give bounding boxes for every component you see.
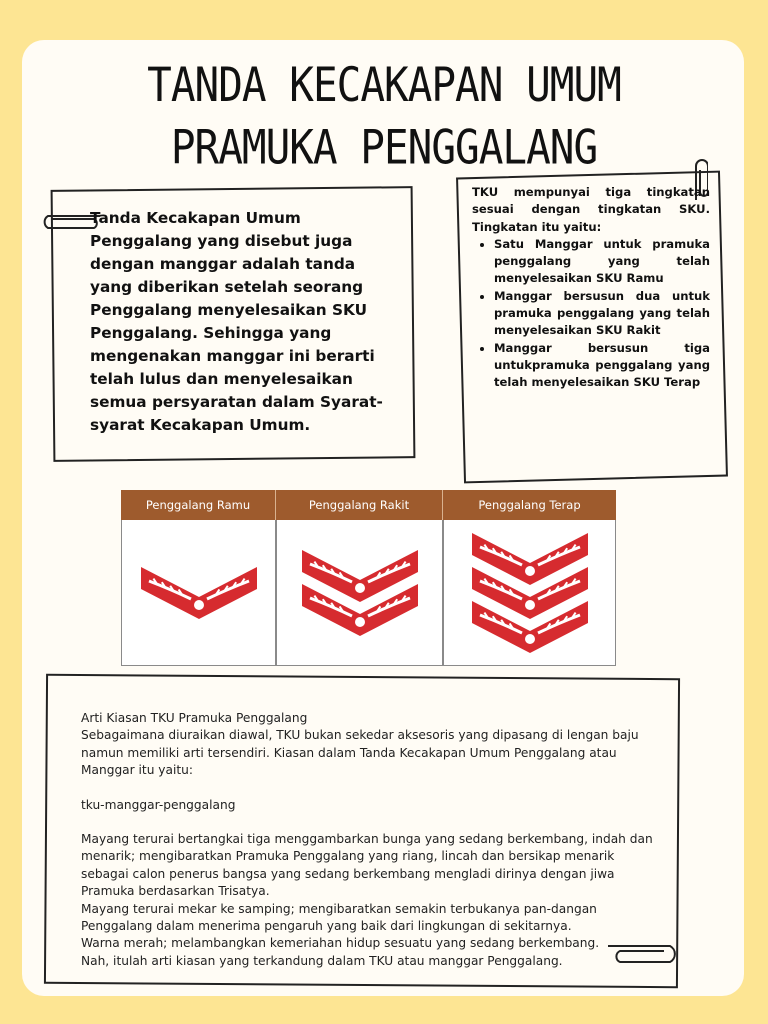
- title-line-2: PRAMUKA PENGGALANG: [170, 119, 598, 175]
- table-header-ramu: Penggalang Ramu: [121, 490, 276, 520]
- levels-list: [472, 236, 710, 392]
- meaning-heading: Arti Kiasan TKU Pramuka Penggalang: [81, 711, 308, 725]
- badge-cell-rakit: [276, 520, 443, 666]
- levels-intro: TKU mempunyai tiga tingkatan sesuai dengan tingkatan SKU. Tingkatan itu yaitu:: [472, 185, 710, 234]
- badge-table: [121, 490, 616, 665]
- meaning-para-3: Mayang terurai mekar ke samping; mengibaratkan semakin terbukanya pan-dangan Penggalang dalam menerima pengaruh yang baik dari lingkungan di sekitarnya.: [81, 901, 597, 934]
- list-item: • Manggar bersusun dua untuk pramuka penggalang yang telah menyelesaikan SKU Rakit: [494, 288, 710, 340]
- meaning-para-1: Sebagaimana diuraikan diawal, TKU bukan sekedar aksesoris yang dipasang di lengan baju namun memiliki arti tersendiri. Kiasan dalam Tanda Kecakapan Umum Penggalang atau Manggar itu yaitu:: [81, 728, 639, 778]
- list-item: • Manggar bersusun tiga untukpramuka penggalang yang telah menyelesaikan SKU Terap: [494, 340, 710, 392]
- meaning-image-alt: tku-manggar-penggalang: [81, 797, 236, 812]
- intro-text: Tanda Kecakapan Umum Penggalang yang disebut juga dengan manggar adalah tanda yang diberikan setelah seorang Penggalang menyelesaikan SKU Penggalang. Sehingga yang mengenakan manggar ini berarti telah lulus dan menyelesaikan semua persyaratan dalam Syarat-syarat Kecakapan Umum.: [90, 209, 383, 434]
- meaning-para-5: Nah, itulah arti kiasan yang terkandung dalam TKU atau manggar Penggalang.: [81, 953, 563, 968]
- table-header-rakit: Penggalang Rakit: [276, 490, 443, 520]
- meaning-text: [81, 710, 661, 970]
- chevron: [141, 567, 257, 619]
- badge-cell-terap: [443, 520, 616, 666]
- badge-ramu-icon: [137, 533, 261, 653]
- table-header-terap: Penggalang Terap: [443, 490, 616, 520]
- badge-cell-ramu: [121, 520, 276, 666]
- list-item: • Satu Manggar untuk pramuka penggalang yang telah menyelesaikan SKU Ramu: [494, 236, 710, 288]
- badge-terap-icon: [465, 527, 595, 659]
- meaning-para-4: Warna merah; melambangkan kemeriahan hidup sesuatu yang sedang berkembang.: [81, 936, 600, 951]
- meaning-para-2: Mayang terurai bertangkai tiga menggambarkan bunga yang sedang berkembang, indah dan menarik; mengibaratkan Pramuka Penggalang yang riang, lincah dan bersikap menarik sebagai calon penerus bangsa yang sedang berkembang mengladi dirinya dengan jiwa Pramuka berdasarkan Trisatya.: [81, 832, 653, 899]
- levels-text: [472, 184, 710, 392]
- badge-rakit-icon: [295, 533, 425, 653]
- page-title: [0, 54, 768, 178]
- title-line-1: TANDA KECAKAPAN UMUM: [147, 57, 621, 113]
